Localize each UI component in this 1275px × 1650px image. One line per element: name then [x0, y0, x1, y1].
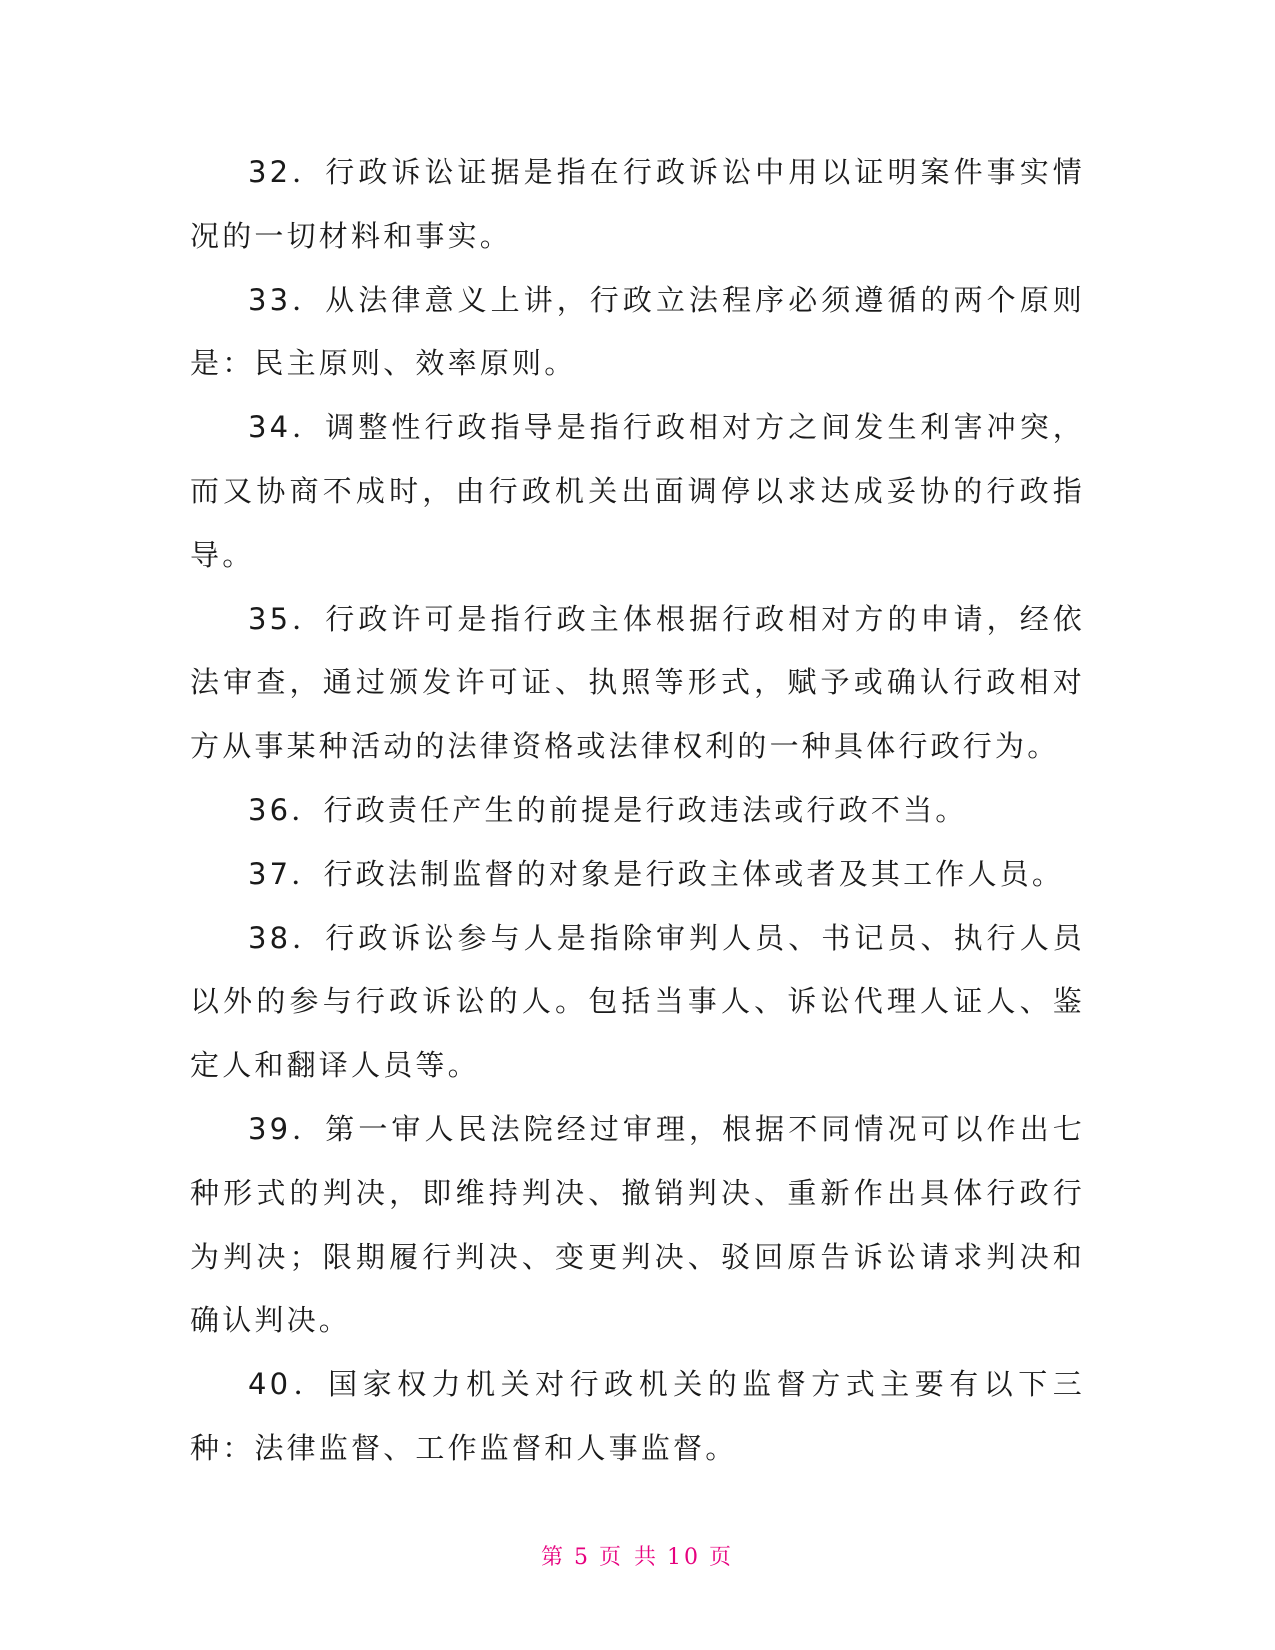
page-footer — [0, 1540, 1275, 1571]
footer-middle: 页 共 — [599, 1545, 659, 1570]
footer-suffix: 页 — [709, 1545, 735, 1570]
footer-total-pages: 10 — [667, 1545, 701, 1570]
paragraph-37: 37．行政法制监督的对象是行政主体或者及其工作人员。 — [248, 856, 1065, 891]
paragraph-38: 38．行政诉讼参与人是指除审判人员、书记员、执行人员以外的参与行政诉讼的人。包括当事人、诉讼代理人证人、鉴定人和翻译人员等。 — [190, 920, 1085, 1083]
footer-prefix: 第 — [540, 1545, 566, 1570]
paragraph-36: 36．行政责任产生的前提是行政违法或行政不当。 — [248, 792, 968, 827]
paragraph-34: 34．调整性行政指导是指行政相对方之间发生利害冲突，而又协商不成时，由行政机关出面调停以求达成妥协的行政指导。 — [190, 410, 1085, 572]
paragraph-35: 35．行政许可是指行政主体根据行政相对方的申请，经依法审查，通过颁发许可证、执照等形式，赋予或确认行政相对方从事某种活动的法律资格或法律权利的一种具体行政行为。 — [190, 601, 1085, 764]
document-body — [190, 141, 1085, 1481]
paragraph-32: 32．行政诉讼证据是指在行政诉讼中用以证明案件事实情况的一切材料和事实。 — [190, 155, 1085, 253]
paragraph-40: 40．国家权力机关对行政机关的监督方式主要有以下三种：法律监督、工作监督和人事监督。 — [190, 1367, 1085, 1465]
paragraph-33: 33．从法律意义上讲，行政立法程序必须遵循的两个原则是：民主原则、效率原则。 — [190, 282, 1085, 381]
footer-page-number: 5 — [574, 1545, 591, 1570]
paragraph-39: 39．第一审人民法院经过审理，根据不同情况可以作出七种形式的判决，即维持判决、撤销判决、重新作出具体行政行为判决；限期履行判决、变更判决、驳回原告诉讼请求判决和确认判决。 — [190, 1111, 1085, 1338]
